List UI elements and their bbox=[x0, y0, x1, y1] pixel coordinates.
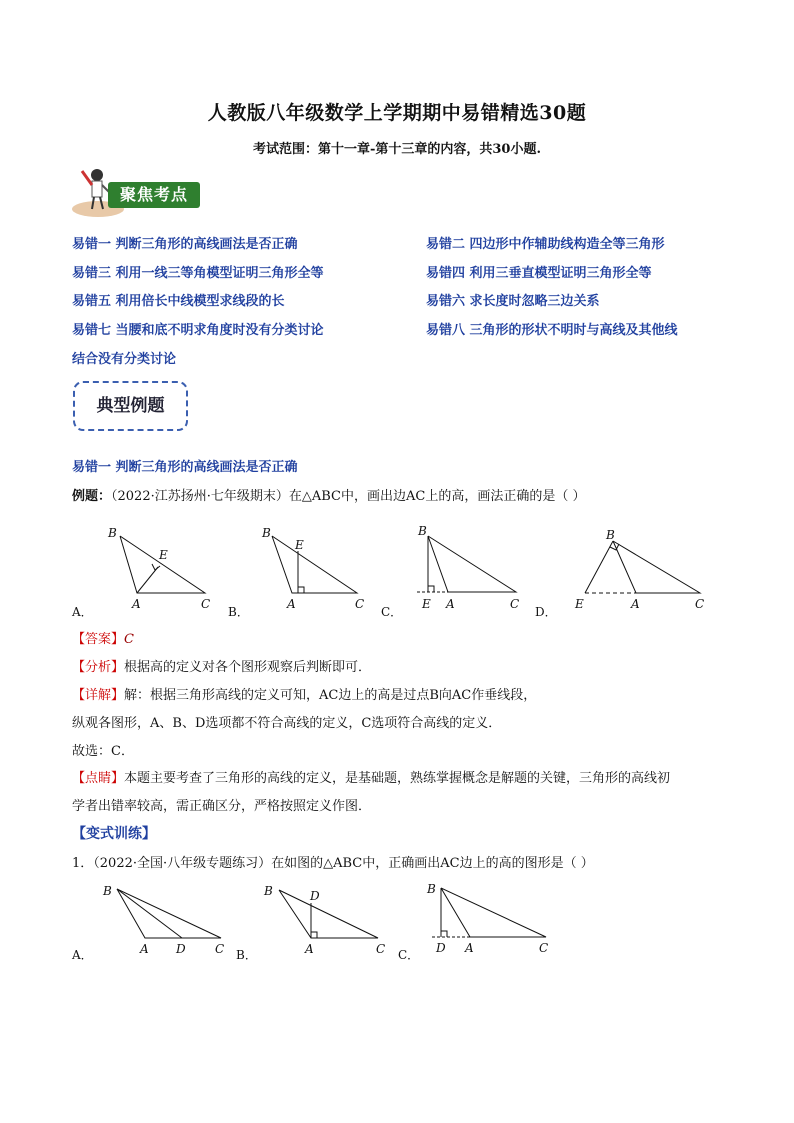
svg-text:A: A bbox=[305, 942, 314, 956]
answer-value: C bbox=[124, 632, 134, 647]
figure-b bbox=[261, 526, 364, 611]
option-b-label: B． bbox=[228, 605, 249, 619]
q1-option-b-label: B． bbox=[236, 948, 257, 962]
detail-tag: 【详解】 bbox=[72, 688, 125, 703]
analysis-text: 根据高的定义对各个图形观察后判断即可． bbox=[124, 660, 372, 675]
svg-text:D: D bbox=[436, 941, 446, 955]
svg-text:C: C bbox=[510, 597, 520, 611]
question1-figures bbox=[70, 878, 590, 964]
q1-option-c-label: C． bbox=[398, 948, 420, 962]
detail-line-2: 纵观各图形，A、B、D选项都不符合高线的定义，C选项符合高线的定义． bbox=[72, 716, 502, 731]
svg-text:E: E bbox=[422, 597, 431, 611]
topic-item: 易错六 求长度时忽略三边关系 bbox=[426, 294, 600, 309]
option-a-label: A． bbox=[72, 605, 93, 619]
example-label: 例题： bbox=[72, 489, 112, 504]
option-c-label: C． bbox=[381, 605, 403, 619]
topic-item: 易错五 利用倍长中线模型求线段的长 bbox=[72, 294, 285, 309]
comment-line-2: 学者出错率较高，需正确区分，严格按照定义作图． bbox=[72, 799, 372, 814]
page-title: 人教版八年级数学上学期期中易错精选30题 bbox=[207, 102, 587, 124]
svg-text:D: D bbox=[310, 889, 320, 903]
svg-text:A: A bbox=[446, 597, 455, 611]
topic-item: 易错二 四边形中作辅助线构造全等三角形 bbox=[426, 237, 665, 252]
svg-text:B: B bbox=[606, 528, 615, 542]
figure-a bbox=[107, 526, 210, 611]
answer-line bbox=[72, 628, 134, 647]
example-question bbox=[72, 485, 585, 504]
section-box: 典型例题 bbox=[73, 381, 188, 431]
svg-text:B: B bbox=[427, 882, 436, 896]
example-figures bbox=[70, 520, 760, 612]
svg-text:E: E bbox=[575, 597, 584, 611]
detail-line-3: 故选：C． bbox=[72, 744, 134, 759]
topic-item: 易错三 利用一线三等角模型证明三角形全等 bbox=[72, 266, 324, 281]
banner-label: 聚焦考点 bbox=[108, 182, 200, 208]
svg-text:A: A bbox=[287, 597, 296, 611]
svg-text:E: E bbox=[159, 548, 168, 562]
comment-text-1: 本题主要考查了三角形的高线的定义，是基础题，熟练掌握概念是解题的关键，三角形的高线初 bbox=[124, 771, 671, 786]
svg-text:A: A bbox=[631, 597, 640, 611]
comment-line-1 bbox=[72, 767, 670, 786]
detail-text-1: 解：根据三角形高线的定义可知，AC边上的高是过点B向AC作垂线段， bbox=[124, 688, 537, 703]
q1-figure-a bbox=[102, 884, 224, 956]
topic-continuation: 结合没有分类讨论 bbox=[72, 352, 177, 367]
detail-line-1 bbox=[72, 684, 536, 703]
svg-text:C: C bbox=[695, 597, 705, 611]
svg-text:D: D bbox=[176, 942, 186, 956]
analysis-tag: 【分析】 bbox=[72, 660, 125, 675]
answer-tag: 【答案】 bbox=[72, 632, 125, 647]
svg-text:B: B bbox=[103, 884, 112, 898]
figure-d bbox=[574, 528, 704, 611]
svg-text:A: A bbox=[132, 597, 141, 611]
focus-banner bbox=[70, 163, 204, 219]
svg-text:C: C bbox=[355, 597, 365, 611]
svg-text:B: B bbox=[108, 526, 117, 540]
svg-text:C: C bbox=[201, 597, 211, 611]
svg-text:A: A bbox=[465, 941, 474, 955]
question-1: 1．（2022·全国·八年级专题练习）在如图的△ABC中，正确画出AC边上的高的图形是（ ） bbox=[72, 856, 594, 871]
svg-text:C: C bbox=[376, 942, 386, 956]
option-d-label: D． bbox=[535, 605, 557, 619]
section-heading: 易错一 判断三角形的高线画法是否正确 bbox=[72, 460, 298, 475]
q1-figure-c bbox=[426, 882, 548, 955]
svg-text:B: B bbox=[262, 526, 271, 540]
topic-item: 易错八 三角形的形状不明时与高线及其他线 bbox=[426, 323, 678, 338]
q1-option-a-label: A． bbox=[72, 948, 93, 962]
svg-text:B: B bbox=[418, 524, 427, 538]
topic-item: 易错一 判断三角形的高线画法是否正确 bbox=[72, 237, 298, 252]
svg-text:C: C bbox=[215, 942, 225, 956]
svg-text:B: B bbox=[264, 884, 273, 898]
svg-text:E: E bbox=[295, 538, 304, 552]
analysis-line bbox=[72, 656, 371, 675]
comment-tag: 【点睛】 bbox=[72, 771, 125, 786]
svg-text:C: C bbox=[539, 941, 549, 955]
topic-item: 易错七 当腰和底不明求角度时没有分类讨论 bbox=[72, 323, 324, 338]
svg-text:A: A bbox=[140, 942, 149, 956]
q1-figure-b bbox=[263, 884, 385, 956]
topic-item: 易错四 利用三垂直模型证明三角形全等 bbox=[426, 266, 652, 281]
example-text: （2022·江苏扬州·七年级期末）在△ABC中，画出边AC上的高，画法正确的是（ ） bbox=[111, 489, 586, 504]
figure-c bbox=[417, 524, 519, 611]
page-subtitle: 考试范围：第十一章-第十三章的内容，共30小题. bbox=[252, 142, 541, 157]
variant-heading: 【变式训练】 bbox=[72, 826, 156, 842]
